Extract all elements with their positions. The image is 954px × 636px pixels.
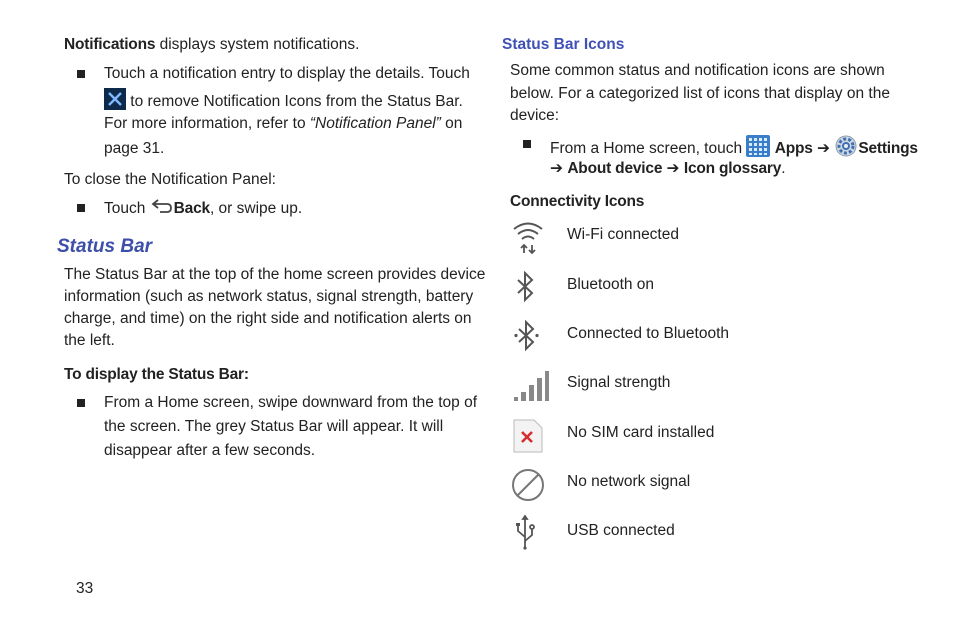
arrow-icon: ➔ [550, 160, 563, 177]
about-device-label: About device [567, 160, 663, 177]
section-title: Status Bar [57, 236, 153, 257]
connectivity-label: Wi-Fi connected [567, 226, 679, 243]
notifications-term: Notifications [64, 36, 156, 53]
icons-para-line1: Some common status and notification icons are shown [510, 62, 885, 79]
bullet1-line4: page 31. [104, 140, 165, 157]
no-sim-icon [510, 418, 546, 454]
close-panel-text: To close the Notification Panel: [64, 171, 276, 188]
page-number: 33 [76, 580, 94, 597]
bullet-marker [77, 70, 85, 78]
apps-label: Apps [774, 140, 813, 158]
usb-icon [510, 515, 546, 551]
bullet2: Touch Back, or swipe up. [104, 198, 302, 220]
statusbar-para-line1: The Status Bar at the top of the home screen provides device [64, 266, 486, 283]
bullet3-line3: disappear after a few seconds. [104, 442, 316, 459]
settings-gear-icon [834, 134, 858, 164]
bullet3-line2: the screen. The grey Status Bar will appear. It will [104, 418, 444, 435]
bluetooth-connected-icon [510, 318, 546, 354]
statusbar-para-line3: charge, and time) on the right side and notification alerts on [64, 310, 472, 327]
connectivity-label: Connected to Bluetooth [567, 325, 730, 342]
connectivity-label: No network signal [567, 473, 691, 490]
bullet1-line2: to remove Notification Icons from the Status Bar. [104, 88, 463, 116]
status-bar-icons-heading: Status Bar Icons [502, 36, 625, 53]
connectivity-label: No SIM card installed [567, 424, 715, 441]
bullet-marker [77, 399, 85, 407]
icons-para-line3: device: [510, 107, 560, 124]
icon-glossary-label: Icon glossary [683, 160, 782, 177]
arrow-icon: ➔ [817, 140, 830, 158]
notifications-intro: Notifications displays system notifications. [64, 36, 360, 53]
no-network-icon [510, 466, 546, 502]
connectivity-heading: Connectivity Icons [510, 193, 645, 210]
apps-settings-line: From a Home screen, touch Apps ➔ Settings [550, 134, 918, 164]
statusbar-para-line2: information (such as network status, signal strength, battery [64, 288, 474, 305]
bullet3-line1: From a Home screen, swipe downward from the top of [104, 394, 478, 411]
connectivity-label: Signal strength [567, 374, 671, 391]
signal-strength-icon [510, 367, 550, 403]
connectivity-label: Bluetooth on [567, 276, 655, 293]
bullet-marker [77, 204, 85, 212]
back-arrow-icon [150, 198, 174, 220]
wifi-icon [510, 219, 546, 255]
back-label: Back [173, 200, 210, 218]
icons-para-line2: below. For a categorized list of icons that display on the [510, 85, 890, 102]
close-x-icon [104, 88, 126, 116]
bullet-marker [523, 140, 531, 148]
bullet1-line3: For more information, refer to “Notification Panel” on [104, 115, 463, 132]
arrow-icon: ➔ [666, 160, 680, 177]
bluetooth-icon [510, 269, 546, 305]
notification-panel-link[interactable]: “Notification Panel” [309, 115, 441, 132]
settings-label: Settings [858, 140, 918, 158]
connectivity-label: USB connected [567, 522, 675, 539]
display-heading: To display the Status Bar: [64, 366, 249, 383]
statusbar-para-line4: the left. [64, 332, 115, 349]
bullet1-line1: Touch a notification entry to display the details. Touch [104, 65, 470, 82]
about-device-line: ➔ About device ➔ Icon glossary. [550, 160, 786, 177]
